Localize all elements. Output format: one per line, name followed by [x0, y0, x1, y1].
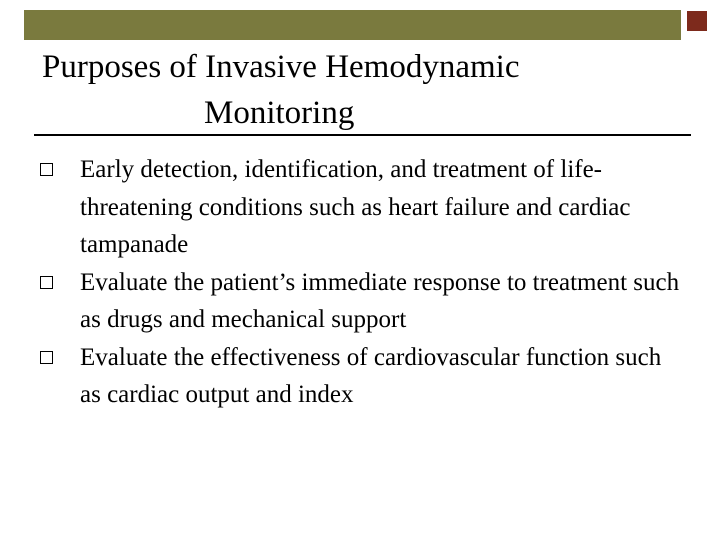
- slide-title-line-1: Purposes of Invasive Hemodynamic: [42, 49, 520, 85]
- bullet-text: Evaluate the patient’s immediate response to treatment such as drugs and mechanical support: [80, 268, 680, 333]
- hollow-square-bullet-icon: [40, 351, 53, 364]
- bullet-item-evaluate-response: [40, 264, 680, 339]
- hollow-square-bullet-icon: [40, 276, 53, 289]
- top-decorative-bar: [24, 10, 681, 40]
- slide-title-line-2: Monitoring: [204, 95, 355, 131]
- bullet-text: Early detection, identification, and treatment of life-threatening conditions such as heart failure and cardiac tampanade: [80, 156, 631, 258]
- bullet-item-evaluate-effectiveness: [40, 339, 680, 414]
- hollow-square-bullet-icon: [40, 163, 53, 176]
- title-divider: [34, 134, 691, 136]
- bullet-list: [40, 151, 680, 414]
- bullet-item-early-detection: [40, 151, 680, 264]
- corner-square-icon: [687, 11, 707, 31]
- slide-title: [42, 44, 682, 136]
- bullet-text: Evaluate the effectiveness of cardiovascular function such as cardiac output and index: [80, 343, 662, 408]
